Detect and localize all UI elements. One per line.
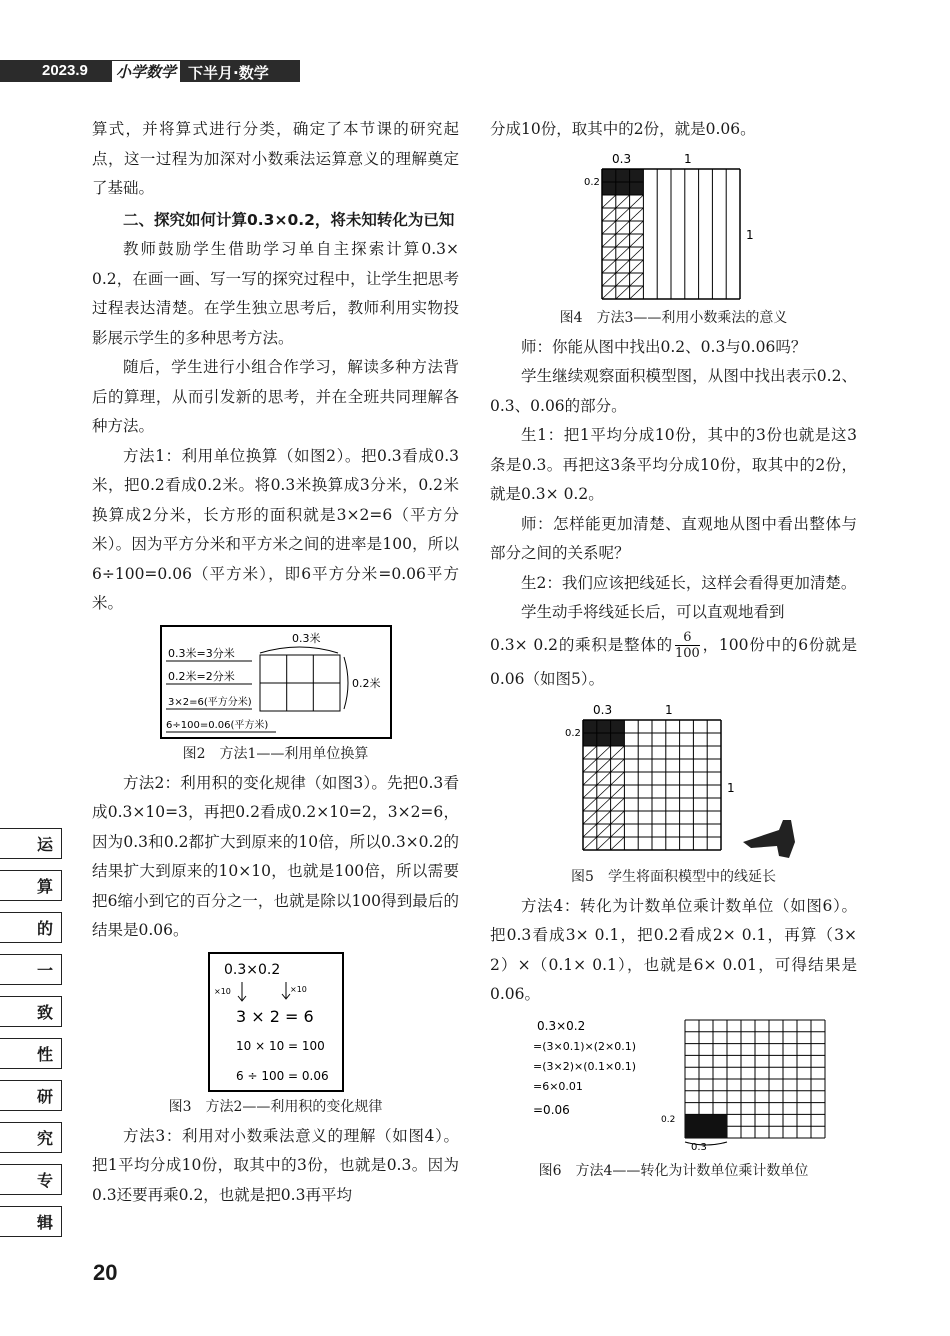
journal-logo: 小学数学 [112,61,180,82]
sidebar-tab: 一 [0,954,62,985]
fig5-left-label: 0.2 [564,727,581,739]
figure-4-caption: 图4 方法3——利用小数乘法的意义 [559,309,788,326]
hatch-line [583,759,597,772]
fig6-line3: =(3×2)×(0.1×0.1) [532,1059,636,1073]
fig3-line4: 6 ÷ 100 = 0.06 [235,1068,329,1083]
figure-2-image [160,625,392,739]
figure-6-image [509,1016,839,1156]
figure-3-image [208,952,344,1092]
page-number: 20 [93,1260,118,1285]
fig6-line5: =0.06 [532,1102,570,1117]
paragraph-with-fraction [490,628,857,696]
fraction-trail-text: ，100份中的6份就是0.06（如图5）。 [490,635,857,688]
paragraph: 学生动手将线延长后，可以直观地看到 [521,603,785,621]
sidebar-tab: 运 [0,828,62,859]
hatch-line [583,746,597,759]
hatch-line [615,286,629,299]
fig4-left-label: 0.2 [583,176,600,188]
paragraph: 师：你能从图中找出0.2、0.3与0.06吗？ [521,337,807,356]
fig2-line4: 6÷100=0.06(平方米) [165,719,268,731]
sidebar-tabs [0,828,62,1248]
paragraph: 分成10份，取其中的2份，就是0.06。 [490,120,756,138]
fig6-left-label: 0.2 [660,1114,675,1125]
paragraph: 随后，学生进行小组合作学习，解读多种方法背后的算理，从而引发新的思考，并在全班共同理解各种方法。 [92,358,459,435]
fig5-grid [583,720,721,850]
pen-illustration [743,820,795,858]
hatch-line [596,759,610,772]
hatch-line [615,221,629,234]
fraction-denominator: 100 [674,646,700,661]
fig2-right-label: 0.2米 [351,676,380,690]
hatch-line [596,746,610,759]
hatch-line [629,221,643,234]
fig6-line4: =6×0.01 [532,1079,583,1093]
right-column [490,115,857,1186]
figure-2 [160,625,392,739]
sidebar-tab: 的 [0,912,62,943]
hatch-line [596,824,610,837]
hatch-line [583,785,597,798]
figure-6-caption: 图6 方法4——转化为计数单位乘计数单位 [538,1162,809,1179]
section-label: 下半月·数学 [188,64,269,82]
paragraph: 方法3：利用对小数乘法意义的理解（如图4）。把1平均分成10份，取其中的3份，也就是0.3。因为0.3还要再乘0.2，也就是把0.3再平均 [92,1126,459,1204]
hatch-line [610,837,624,850]
figure-5-image [539,702,809,862]
sidebar-tab: 研 [0,1080,62,1111]
hatch-line [583,811,597,824]
sidebar-tab: 专 [0,1164,62,1195]
fig3-arrow1: ×10 [213,986,231,996]
hatch-line [602,221,616,234]
hatch-line [629,195,643,208]
hatch-line [629,208,643,221]
paragraph: 生2：我们应该把线延长，这样会看得更加清楚。 [521,573,857,592]
figure-3 [208,952,344,1092]
hatch-line [610,798,624,811]
hatch-line [602,208,616,221]
hatch-line [602,195,616,208]
section-heading: 二、探究如何计算0.3×0.2，将未知转化为已知 [123,210,455,229]
fig4-grid [602,169,740,299]
figure-5 [539,702,809,862]
fig5-top2-label: 1 [664,702,673,717]
fig3-line3: 10 × 10 = 100 [235,1038,325,1053]
paragraph: 方法2：利用积的变化规律（如图3）。先把0.3看成0.3×10=3，再把0.2看成0.2×10=2，3×2=6，因为0.3和0.2都扩大到原来的10倍，所以0.3×0.2的结果扩大到原来的10×10，也就是100倍，所以需要把6缩小到它的百分之一，也就是除以100得到最后的结果是0.06。 [92,773,459,939]
sidebar-tab: 究 [0,1122,62,1153]
fig4-top2-label: 1 [683,151,692,166]
hatch-line [596,798,610,811]
hatch-line [583,798,597,811]
sidebar-tab: 性 [0,1038,62,1069]
hatch-line [610,746,624,759]
issue-label: 2023.9 [42,62,88,79]
fig2-line1: 0.3米=3分米 [167,646,235,660]
hatch-line [610,785,624,798]
hatch-line [602,260,616,273]
hatch-line [615,273,629,286]
paragraph: 学生继续观察面积模型图，从图中找出表示0.2、0.3、0.06的部分。 [490,367,857,415]
hatch-line [615,195,629,208]
fig3-arrow2: ×10 [289,984,307,994]
fig5-right-label: 1 [726,780,735,795]
fig3-line2: 3 × 2 = 6 [235,1006,314,1026]
hatch-line [610,824,624,837]
hatch-line [596,785,610,798]
figure-6 [509,1016,839,1156]
fig2-line2: 0.2米=2分米 [167,669,235,683]
fig6-line2: =(3×0.1)×(2×0.1) [532,1039,636,1053]
hatch-line [615,208,629,221]
figure-3-caption: 图3 方法2——利用积的变化规律 [168,1098,383,1115]
hatch-line [615,247,629,260]
sidebar-tab: 算 [0,870,62,901]
hatch-line [615,260,629,273]
hatch-line [596,772,610,785]
hatch-line [602,234,616,247]
paragraph: 方法1：利用单位换算（如图2）。把0.3看成0.3米，把0.2看成0.2米。将0.3米换算成3分米，0.2米换算成2分米，长方形的面积就是3×2=6（平方分米）。因为平方分米和平方米之间的进率是100，所以6÷100=0.06（平方米），即6平方分米=0.06平方米。 [92,446,459,612]
fig6-bottom-label: 0.3 [690,1141,707,1153]
paragraph: 师：怎样能更加清楚、直观地从图中看出整体与部分之间的关系呢？ [490,514,857,562]
paragraph: 方法4：转化为计数单位乘计数单位（如图6）。把0.3看成3× 0.1，把0.2看成2× 0.1，再算（3× 2）×（0.1× 0.1），也就是6× 0.01，可得结果是0.06。 [490,896,857,1003]
left-column [92,115,459,1210]
hatch-line [629,247,643,260]
fig2-line3: 3×2=6(平方分米) [167,696,252,708]
shaded-block [685,1114,727,1138]
fig6-line1: 0.3×0.2 [536,1018,585,1033]
fraction [675,630,700,661]
hatch-line [602,286,616,299]
paragraph: 算式，并将算式进行分类，确定了本节课的研究起点，这一过程为加深对小数乘法运算意义的理解奠定了基础。 [92,120,459,197]
fraction-lead-text: 0.3× 0.2的乘积是整体的 [490,635,673,654]
hatch-line [596,811,610,824]
hatch-line [583,837,597,850]
page-header [0,60,300,82]
fig2-top-label: 0.3米 [291,631,320,645]
hatch-line [615,234,629,247]
fig4-top-label: 0.3 [611,151,631,166]
hatch-line [629,234,643,247]
figure-4 [584,151,764,303]
sidebar-tab: 辑 [0,1206,62,1237]
fig6-grid [685,1020,825,1145]
hatch-line [602,247,616,260]
hatch-line [610,772,624,785]
paragraph: 教师鼓励学生借助学习单自主探索计算0.3× 0.2，在画一画、写一写的探究过程中，让学生把思考过程表达清楚。在学生独立思考后，教师利用实物投影展示学生的多种思考方法。 [92,240,459,347]
hatch-line [602,273,616,286]
fig5-top-label: 0.3 [592,702,612,717]
hatch-line [583,772,597,785]
hatch-line [596,837,610,850]
figure-2-caption: 图2 方法1——利用单位换算 [182,745,369,762]
hatch-line [629,260,643,273]
hatch-line [629,273,643,286]
fraction-numerator: 6 [675,630,700,646]
fig3-line1: 0.3×0.2 [223,961,280,978]
hatch-line [610,811,624,824]
figure-5-caption: 图5 学生将面积模型中的线延长 [571,868,776,885]
hatch-line [610,759,624,772]
figure-4-image [584,151,764,303]
hatch-line [583,824,597,837]
hatch-line [629,286,643,299]
sidebar-tab: 致 [0,996,62,1027]
paragraph: 生1：把1平均分成10份，其中的3份也就是这3条是0.3。再把这3条平均分成10份，取其中的2份，就是0.3× 0.2。 [490,426,857,503]
fig4-right-label: 1 [745,227,754,242]
